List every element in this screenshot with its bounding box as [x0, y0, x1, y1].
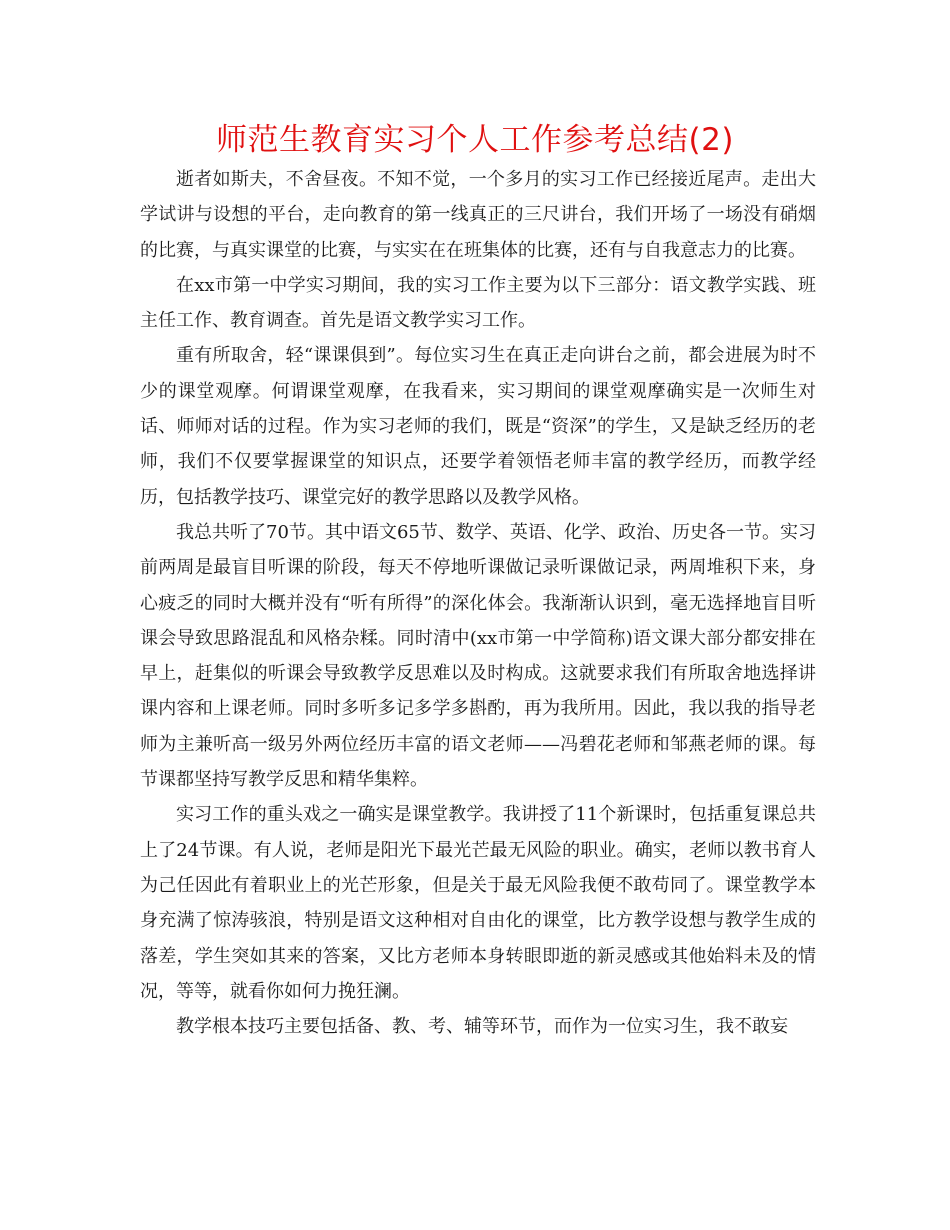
paragraph-4: 我总共听了70节。其中语文65节、数学、英语、化学、政治、历史各一节。实习前两周是最盲目听课的阶段，每天不停地听课做记录听课做记录，两周堆积下来，身心疲乏的同时大概并没有“听有所得”的深化体会。我渐渐认识到，毫无选择地盲目听课会导致思路混乱和风格杂糅。同时清中(xx市第一中学简称)语文课大部分都安排在早上，赶集似的听课会导致教学反思难以及时构成。这就要求我们有所取舍地选择讲课内容和上课老师。同时多听多记多学多斟酌，再为我所用。因此，我以我的指导老师为主兼听高一级另外两位经历丰富的语文老师——冯碧花老师和邹燕老师的课。每节课都坚持写教学反思和精华集粹。 [140, 521, 816, 791]
document-title: 师范生教育实习个人工作参考总结(2) [216, 122, 734, 158]
paragraph-1: 逝者如斯夫，不舍昼夜。不知不觉，一个多月的实习工作已经接近尾声。走出大学试讲与设想的平台，走向教育的第一线真正的三尺讲台，我们开场了一场没有硝烟的比赛，与真实课堂的比赛，与实实在在班集体的比赛，还有与自我意志力的比赛。 [140, 169, 816, 261]
paragraph-2: 在xx市第一中学实习期间，我的实习工作主要为以下三部分：语文教学实践、班主任工作、教育调查。首先是语文教学实习工作。 [140, 274, 816, 332]
document-body [140, 162, 816, 1044]
paragraph-6: 教学根本技巧主要包括备、教、考、辅等环节，而作为一位实习生，我不敢妄 [176, 1016, 788, 1038]
paragraph-3: 重有所取舍，轻“课课俱到”。每位实习生在真正走向讲台之前，都会进展为时不少的课堂观摩。何谓课堂观摩，在我看来，实习期间的课堂观摩确实是一次师生对话、师师对话的过程。作为实习老师的我们，既是“资深”的学生，又是缺乏经历的老师，我们不仅要掌握课堂的知识点，还要学着领悟老师丰富的教学经历，而教学经历，包括教学技巧、课堂完好的教学思路以及教学风格。 [140, 345, 816, 508]
paragraph-5: 实习工作的重头戏之一确实是课堂教学。我讲授了11个新课时，包括重复课总共上了24节课。有人说，老师是阳光下最光芒最无风险的职业。确实，老师以教书育人为己任因此有着职业上的光芒形象，但是关于最无风险我便不敢苟同了。课堂教学本身充满了惊涛骇浪，特别是语文这种相对自由化的课堂，比方教学设想与教学生成的落差，学生突如其来的答案，又比方老师本身转眼即逝的新灵感或其他始料未及的情况，等等，就看你如何力挽狂澜。 [140, 804, 816, 1002]
